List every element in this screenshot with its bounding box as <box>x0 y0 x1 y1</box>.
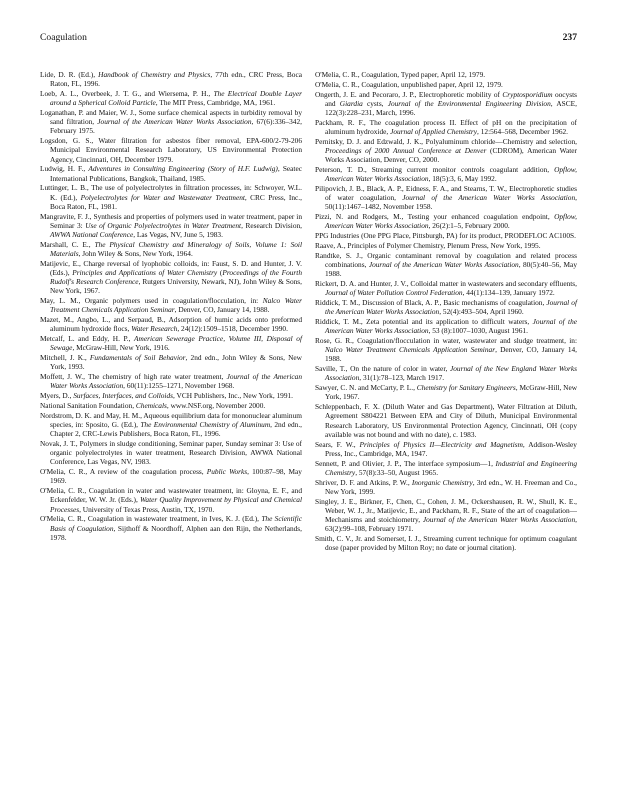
reference-text: , 26(2):1–5, February 2000. <box>428 221 510 231</box>
reference-title-italic: Inorganic Chemistry <box>411 477 473 487</box>
reference-entry <box>315 459 577 477</box>
reference-text: Saville, T., On the nature of color in water, <box>315 364 450 374</box>
reference-text: Ludwig, H. F., <box>40 164 89 174</box>
reference-title-italic: The Physical Chemistry and Mineralogy of Soils, Volume 1: Soil Materials <box>50 239 302 259</box>
reference-text: Smith, C. V., Jr. and Somerset, I. J., Streaming current technique for optimum coagulant dose (paper provided by Milton Roy; no date or journal citation). <box>315 534 577 553</box>
reference-text: , 50(11):1467–1482, November 1958. <box>325 193 577 212</box>
reference-title-italic: The Scientific Basis of Coagulation <box>50 514 302 533</box>
reference-text: , 24(12):1509–1518, December 1990. <box>177 324 288 334</box>
reference-text: Pizzi, N. and Rodgers, M., Testing your enhanced coagulation endpoint, <box>315 212 555 222</box>
reference-text: , 53 (8):1007–1030, August 1961. <box>428 326 528 336</box>
reference-title-italic: Journal of the American Water Works Association <box>97 117 252 127</box>
reference-title-italic: Journal of the American Water Works Association <box>325 298 577 317</box>
reference-entry <box>315 184 577 212</box>
reference-title-italic: Opflow, American Water Works Association <box>325 165 577 184</box>
reference-entry <box>40 353 302 371</box>
reference-entry <box>315 70 577 79</box>
reference-text: , 2nd edn., John Wiley & Sons, New York, 1993. <box>50 353 302 372</box>
reference-text: Myers, D., <box>40 391 74 401</box>
reference-text: Mitchell, J. K., <box>40 353 90 363</box>
reference-text: Mangravite, F. J., Synthesis and properties of polymers used in water treatment, paper in Seminar 3: <box>40 211 302 230</box>
reference-entry <box>315 118 577 136</box>
reference-text: PPG Industries (One PPG Place, Pittsburgh, PA) for its product, PRODEFLOC AC100S. <box>315 231 576 241</box>
reference-text: , McGraw-Hill, New York, 1916. <box>72 343 170 353</box>
reference-text: O'Melia, C. R., Coagulation, Typed paper, April 12, 1979. <box>315 70 486 79</box>
reference-entry <box>315 90 577 118</box>
reference-text: Sennett, P. and Olivier, J. P., The interface symposium—1, <box>315 458 496 468</box>
reference-entry <box>40 296 302 314</box>
reference-entry <box>315 336 577 364</box>
reference-text: , Sijthoff & Noordhoff, Alphen aan den Rijn, the Netherlands, 1978. <box>50 523 302 542</box>
reference-text: cysts, <box>362 98 388 108</box>
reference-title-italic: Chemicals <box>135 401 167 411</box>
reference-entry <box>40 372 302 390</box>
reference-entry <box>315 364 577 382</box>
reference-title-italic: AWWA National Conference <box>50 230 134 240</box>
reference-entry <box>315 279 577 297</box>
reference-text: Marshall, C. E., <box>40 239 95 249</box>
reference-title-italic: American Sewerage Practice, Volume III, Disposal of Sewage <box>50 334 302 353</box>
reference-text: Raave, A., Principles of Polymer Chemistry, Plenum Press, New York, 1995. <box>315 241 541 250</box>
reference-text: , VCH Publishers, Inc., New York, 1991. <box>173 391 294 401</box>
reference-text: O'Melia, C. R., Coagulation in wastewater treatment, in Ives, K. J. (Ed.), <box>40 514 262 524</box>
reference-text: , 31(1):78–123, March 1917. <box>359 373 445 383</box>
reference-title-italic: Opflow, American Water Works Association <box>325 212 577 231</box>
references-right-column <box>315 70 577 553</box>
reference-entry <box>40 240 302 258</box>
reference-title-italic: Journal of the New England Water Works Association <box>325 364 577 383</box>
reference-entry <box>40 486 302 514</box>
reference-text: , 3rd edn., W. H. Freeman and Co., New York, 1999. <box>325 477 577 496</box>
reference-entry <box>40 212 302 240</box>
reference-entry <box>315 137 577 165</box>
reference-text: , 57(8):33–50, August 1965. <box>355 467 439 477</box>
reference-text: , Rutgers University, Newark, NJ), John Wiley & Sons, New York, 1967. <box>50 277 303 296</box>
reference-text: O'Melia, C. R., A review of the coagulation process, <box>40 467 207 477</box>
reference-entry <box>40 334 302 352</box>
reference-title-italic: Adventures in Consulting Engineering (Story of H.F. Ludwig) <box>88 164 278 174</box>
reference-text: Riddick, T. M., Zeta potential and its application to difficult waters, <box>315 317 533 326</box>
reference-entry <box>315 534 577 552</box>
reference-title-italic: Handbook of Chemistry and Physics <box>98 70 211 79</box>
reference-title-italic: Public Works <box>206 467 248 477</box>
reference-text: , Denver, CO, January 14, 1988. <box>174 305 270 315</box>
reference-text: Riddick, T. M., Discussion of Black, A. P., Basic mechanisms of coagulation, <box>315 298 547 307</box>
reference-text: , 100:87–98, May 1969. <box>50 467 302 486</box>
reference-text: Sawyer, C. N. and McCarty, P. L., <box>315 383 417 393</box>
reference-text: Loeb, A. L., Overbeek, J. T. G., and Wiersema, P. H., <box>40 89 214 98</box>
reference-text: Pernitsky, D. J. and Edzwald, J. K., Polyaluminum chloride—Chemistry and selection, <box>315 136 577 146</box>
reference-text: Novak, J. T., Polymers in sludge conditioning, Seminar paper, Sunday seminar 3: Use of organic polyelectrolytes in water treatment, Research Division, AWWA National Conference, Las Vegas, NV, 1983. <box>40 439 302 467</box>
reference-entry <box>315 497 577 534</box>
reference-text: Loganathan, P. and Maier, W. J., Some surface chemical aspects in turbidity removal by sand filtration, <box>40 108 302 127</box>
reference-entry <box>315 317 577 335</box>
reference-text: (CDROM), American Water Works Association, Denver, CO, 2000. <box>325 146 577 165</box>
reference-text: May, L. M., Organic polymers used in coagulation/flocculation, in: <box>40 296 263 306</box>
reference-entry <box>40 108 302 136</box>
reference-text: , University of Texas Press, Austin, TX, 1970. <box>79 504 215 514</box>
reference-title-italic: Water Quality Improvement by Physical and Chemical Processes <box>50 495 302 514</box>
reference-text: , 12:564–568, December 1962. <box>477 127 569 136</box>
reference-title-italic: Proceedings of 2000 Annual Conference at Denver <box>325 146 487 155</box>
reference-title-italic: Journal of the American Water Works Association <box>325 317 577 336</box>
reference-text: Rickert, D. A. and Hunter, J. V., Colloidal matter in wastewaters and secondary effluents, <box>315 279 577 288</box>
reference-title-italic: Principles of Physics II—Electricity and Magnetism <box>359 439 523 449</box>
reference-text: Metcalf, L. and Eddy, H. P., <box>40 334 135 344</box>
reference-title-italic: Cryptosporidium <box>502 89 553 99</box>
reference-title-italic: Principles and Applications of Water Chemistry <box>72 268 218 278</box>
reference-text: ( <box>217 268 223 278</box>
reference-text: Singley, J. E., Birkner, F., Chen, C., Cohen, J. M., Ockershausen, R. W., Shull, K. E., Weber, W. J., Jr., Matijevic, E., and Packham, R. F., State of the art of coagulation—Mechanisms and stoichiometry, <box>315 496 577 525</box>
reference-title-italic: Surfaces, Interfaces, and Colloids <box>73 391 173 401</box>
reference-entry <box>40 401 302 410</box>
reference-title-italic: Journal of Water Pollution Control Federation <box>325 288 463 298</box>
reference-text: Nordstrom, D. K. and May, H. M., Aqueous equilibrium data for mononuclear aluminum species, in: Sposito, G. (Ed.), <box>40 410 302 430</box>
reference-text: O'Melia, C. R., Coagulation in water and wastewater treatment, in: Gloyna, E. F., and Eckenfelder, W. W. Jr. (Eds.), <box>40 486 302 505</box>
reference-entry <box>40 439 302 467</box>
reference-title-italic: Journal of the American Water Works Association <box>422 515 576 525</box>
reference-text: , Addison-Wesley Press, Inc., Cambridge, MA, 1947. <box>325 439 577 458</box>
reference-text: oocysts and <box>325 89 577 108</box>
reference-text: , 63(2):99–108, February 1971. <box>325 515 577 534</box>
reference-text: O'Melia, C. R., Coagulation, unpublished paper, April 12, 1979. <box>315 79 503 89</box>
reference-title-italic: Polyelectrolytes for Water and Wastewater Treatment <box>80 192 245 202</box>
reference-text: Shriver, D. F. and Atkins, P. W., <box>315 477 412 487</box>
reference-text: , 77th edn., CRC Press, Boca Raton, FL, 1996. <box>50 70 302 89</box>
reference-text: , 52(4):493–504, April 1960. <box>439 307 524 317</box>
reference-entry <box>315 80 577 89</box>
reference-text: , Las Vegas, NV, June 5, 1983. <box>133 230 223 240</box>
reference-title-italic: The Environmental Chemistry of Aluminum <box>140 420 271 430</box>
reference-text: , CRC Press, Inc., Boca Raton, FL, 1981. <box>50 192 302 211</box>
reference-title-italic: Journal of the American Water Works Association <box>402 193 576 203</box>
reference-text: National Sanitation Foundation, <box>40 401 136 411</box>
reference-title-italic: Journal of the Environmental Engineering Division <box>387 98 551 108</box>
reference-text: Ongerth, J. E. and Pecoraro, J. P., Electrophoretic mobility of <box>315 89 503 99</box>
reference-entry <box>315 383 577 401</box>
reference-text: Lide, D. R. (Ed.), <box>40 70 99 79</box>
reference-text: , 2nd edn., Chapter 2, CRC-Lewis Publishers, Boca Raton, FL, 1996. <box>50 420 302 439</box>
reference-text: Mazet, M., Angbo, L., and Serpaud, B., Adsorption of humic acids onto preformed aluminum hydroxide flocs, <box>40 315 302 334</box>
reference-entry <box>40 411 302 439</box>
reference-text: , 60(11):1255–1271, November 1968. <box>123 381 235 391</box>
reference-title-italic: Nalco Water Treatment Chemicals Application Seminar <box>325 345 496 355</box>
running-header <box>40 32 577 46</box>
reference-text: , The MIT Press, Cambridge, MA, 1961. <box>155 98 276 108</box>
reference-title-italic: Use of Organic Polyelectrolytes in Water Treatment <box>85 220 242 230</box>
reference-title-italic: Journal of the American Water Works Association <box>50 372 302 391</box>
reference-text: , Denver, CO, January 14, 1988. <box>325 345 577 364</box>
reference-entry <box>315 231 577 240</box>
references-left-column <box>40 70 302 543</box>
reference-title-italic: Water Research <box>131 324 178 334</box>
reference-text: Pilipovich, J. B., Black, A. P., Eidness, F. A., and Stearns, T. W., Electrophoretic studies of water coagulation, <box>315 184 577 203</box>
reference-text: , 80(5):40–56, May 1988. <box>325 260 577 279</box>
reference-text: Rose, G. R., Coagulation/flocculation in water, wastewater and sludge treatment, in: <box>315 336 577 345</box>
reference-text: Luttinger, L. B., The use of polyelectrolytes in filtration processes, in: Schwoyer, W.L. K. (Ed.), <box>40 183 302 202</box>
reference-text: Matijevic, E., Charge reversal of lyophobic colloids, in: Faust, S. D. and Hunter, J. V. (Eds.), <box>40 258 302 278</box>
reference-text: , 67(6):336–342, February 1975. <box>50 117 302 136</box>
reference-text: Packham, R. F., The coagulation process II. Effect of pH on the precipitation of aluminum hydroxide, <box>315 117 577 136</box>
reference-entry <box>40 89 302 107</box>
reference-title-italic: Journal of the American Water Works Association <box>368 260 519 269</box>
reference-text: Randtke, S. J., Organic contaminant removal by coagulation and related process combinations, <box>315 250 577 269</box>
reference-title-italic: Fundamentals of Soil Behavior <box>89 353 186 363</box>
reference-entry <box>315 165 577 183</box>
reference-text: , ASCE, 122(3):228–231, March, 1996. <box>325 98 577 117</box>
reference-entry <box>315 251 577 279</box>
reference-title-italic: Chemistry for Sanitary Engineers <box>416 383 516 393</box>
reference-entry <box>40 136 302 164</box>
reference-text: Logsdon, G. S., Water filtration for asbestos fiber removal, EPA-600/2-79-206 Municipal Environmental Research Laboratory, US Environmental Protection Agency, Cincinnati, OH, December 1979. <box>40 136 302 164</box>
reference-entry <box>40 315 302 333</box>
reference-entry <box>315 440 577 458</box>
reference-text: , Research Division, <box>241 220 303 230</box>
reference-entry <box>315 478 577 496</box>
reference-text: , www.NSF.org, November 2000. <box>166 401 266 411</box>
reference-entry <box>315 298 577 316</box>
reference-entry <box>40 514 302 542</box>
reference-text: Moffett, J. W., The chemistry of high rate water treatment, <box>40 372 227 382</box>
reference-title-italic: Giardia <box>339 98 363 108</box>
reference-entry <box>315 241 577 250</box>
reference-entry <box>315 402 577 439</box>
reference-text: Peterson, T. D., Streaming current monitor controls coagulant addition, <box>315 165 555 174</box>
reference-entry <box>40 183 302 211</box>
reference-entry <box>40 70 302 88</box>
page-number: 237 <box>562 32 577 43</box>
reference-text: , Seatec International Publications, Bangkok, Thailand, 1985. <box>50 164 302 183</box>
reference-title-italic: Journal of Applied Chemistry <box>390 127 478 136</box>
reference-text: , McGraw-Hill, New York, 1967. <box>325 383 578 402</box>
reference-entry <box>40 164 302 182</box>
reference-title-italic: Proceedings of the Fourth Rudolf's Research Conference <box>50 268 302 287</box>
reference-entry <box>40 259 302 296</box>
reference-text: , 44(1):134–139, January 1972. <box>462 288 555 298</box>
reference-text: Schleppenbach, F. X. (Diluth Water and Gas Department), Water Filtration at Diluth, Agreement S804221 Between EPA and City of Diluth, Municipal Environmental Research Laboratory, US Environmental Protection Agency, Cincinnati, OH (copy available was not bound and with no date), c. 1983. <box>315 402 577 439</box>
running-title: Coagulation <box>40 32 87 43</box>
reference-entry <box>315 212 577 230</box>
reference-text: , 18(5):3, 6, May 1992. <box>428 174 497 184</box>
reference-text: , John Wiley & Sons, New York, 1964. <box>78 249 193 259</box>
reference-entry <box>40 467 302 485</box>
reference-title-italic: Industrial and Engineering Chemistry <box>325 458 577 477</box>
reference-entry <box>40 391 302 400</box>
reference-title-italic: Nalco Water Treatment Chemicals Application Seminar <box>50 296 302 315</box>
reference-text: Sears, F. W., <box>315 439 360 449</box>
reference-title-italic: The Electrical Double Layer around a Spherical Colloid Particle <box>50 89 302 108</box>
